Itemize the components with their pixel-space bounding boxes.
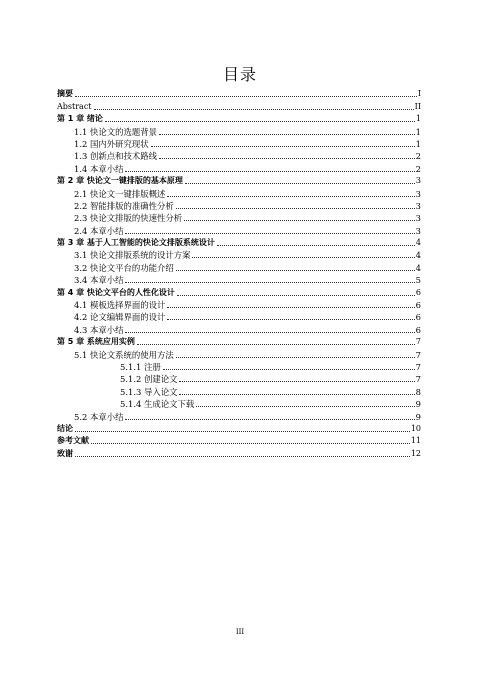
toc-entry[interactable]: [57, 124, 421, 136]
toc-entry-page: 3: [415, 225, 421, 236]
toc-entry-page: 6: [415, 287, 421, 297]
toc-entry-label: 5.2 本章小结: [74, 411, 124, 422]
toc-entry-page: 3: [415, 188, 421, 199]
dot-leader: [192, 257, 414, 258]
toc-entry[interactable]: [57, 310, 421, 322]
toc-entry-page: 5: [415, 275, 421, 286]
toc-entry-page: 4: [415, 238, 421, 248]
dot-leader: [105, 121, 415, 122]
toc-entry-label: 4.3 本章小结: [74, 324, 124, 335]
toc-entry-page: 3: [415, 213, 421, 224]
toc-entry-label: 第 3 章 基于人工智能的快论文排版系统设计: [57, 238, 215, 248]
dot-leader: [176, 208, 415, 209]
toc-entry-label: 1.1 快论文的选题背景: [74, 126, 157, 137]
toc-entry[interactable]: [57, 137, 421, 149]
dot-leader: [163, 369, 415, 370]
toc-entry-page: 3: [415, 200, 421, 211]
toc-entry[interactable]: [57, 99, 421, 111]
toc-entry[interactable]: [57, 285, 421, 297]
toc-entry[interactable]: [57, 211, 421, 223]
toc-entry-label: 1.2 国内外研究现状: [74, 138, 149, 149]
toc-entry[interactable]: [57, 360, 421, 372]
dot-leader: [125, 282, 414, 283]
dot-leader: [184, 220, 415, 221]
toc-entry-page: II: [414, 101, 421, 111]
dot-leader: [151, 146, 415, 147]
toc-entry-page: 9: [415, 399, 421, 410]
toc-entry[interactable]: [57, 161, 421, 173]
toc-entry-page: 7: [415, 374, 421, 385]
toc-entry-page: 1: [415, 114, 421, 124]
toc-entry-page: 4: [415, 250, 421, 261]
toc-entry-page: 10: [410, 423, 421, 433]
toc-entry[interactable]: [57, 372, 421, 384]
dot-leader: [167, 196, 414, 197]
toc-entry-label: 1.4 本章小结: [74, 163, 124, 174]
toc-entry[interactable]: [57, 248, 421, 260]
toc-entry-label: 第 5 章 系统应用实例: [57, 337, 135, 347]
toc-entry-label: 5.1.1 注册: [120, 361, 161, 372]
toc-entry[interactable]: [57, 298, 421, 310]
toc-entry[interactable]: [57, 174, 421, 186]
toc-entry[interactable]: [57, 335, 421, 347]
dot-leader: [159, 158, 415, 159]
toc-entry-label: 2.3 快论文排版的快速性分析: [74, 213, 183, 224]
toc-entry-label: 5.1 快论文系统的使用方法: [74, 349, 174, 360]
dot-leader: [91, 443, 410, 444]
toc-entry[interactable]: [57, 112, 421, 124]
dot-leader: [125, 233, 414, 234]
toc-entry-label: 摘要: [57, 89, 73, 99]
toc-entry-label: 第 4 章 快论文平台的人性化设计: [57, 287, 175, 297]
toc-entry-label: 参考文献: [57, 436, 89, 446]
toc-entry-page: 1: [415, 138, 421, 149]
toc-entry[interactable]: [57, 422, 421, 434]
toc-entry-page: 8: [415, 386, 421, 397]
toc-entry[interactable]: [57, 273, 421, 285]
toc-entry-page: 2: [415, 151, 421, 162]
toc-entry[interactable]: [57, 434, 421, 446]
dot-leader: [75, 96, 417, 97]
dot-leader: [125, 419, 414, 420]
dot-leader: [125, 171, 414, 172]
toc-entry[interactable]: [57, 87, 421, 99]
toc-entry-page: 6: [415, 300, 421, 311]
toc-entry-label: 5.1.4 生成论文下载: [120, 399, 195, 410]
toc-entry-label: 致谢: [57, 448, 73, 458]
toc-entry-label: 3.1 快论文排版系统的设计方案: [74, 250, 191, 261]
dot-leader: [179, 381, 414, 382]
toc-entry-page: 9: [415, 411, 421, 422]
toc-entry-page: 12: [410, 448, 421, 458]
toc-entry[interactable]: [57, 409, 421, 421]
toc-entry-label: 4.1 模板选择界面的设计: [74, 300, 166, 311]
toc-entry-page: 7: [415, 337, 421, 347]
toc-entry-page: 6: [415, 312, 421, 323]
dot-leader: [217, 245, 415, 246]
toc-entry-page: 2: [415, 163, 421, 174]
toc-entry-page: 4: [415, 262, 421, 273]
toc-entry[interactable]: [57, 186, 421, 198]
table-of-contents: [57, 87, 421, 459]
toc-entry-label: 1.3 创新点和技术路线: [74, 151, 157, 162]
toc-entry-label: 4.2 论文编辑界面的设计: [74, 312, 166, 323]
dot-leader: [179, 394, 414, 395]
dot-leader: [176, 357, 415, 358]
dot-leader: [94, 109, 414, 110]
dot-leader: [75, 456, 410, 457]
dot-leader: [167, 307, 414, 308]
toc-entry-label: 3.2 快论文平台的功能介绍: [74, 262, 174, 273]
toc-entry-label: 3.4 本章小结: [74, 275, 124, 286]
toc-entry-page: 11: [410, 436, 421, 446]
toc-entry-label: 2.4 本章小结: [74, 225, 124, 236]
dot-leader: [196, 406, 414, 407]
toc-entry-page: 3: [415, 176, 421, 186]
toc-entry[interactable]: [57, 446, 421, 458]
toc-entry-label: 2.2 智能排版的准确性分析: [74, 200, 174, 211]
toc-entry-label: 5.1.3 导入论文: [120, 386, 178, 397]
toc-entry-label: Abstract: [57, 101, 92, 111]
page-number-footer: III: [235, 628, 245, 636]
dot-leader: [125, 332, 414, 333]
toc-entry-page: 7: [415, 361, 421, 372]
toc-entry[interactable]: [57, 223, 421, 235]
dot-leader: [185, 183, 415, 184]
dot-leader: [159, 134, 415, 135]
dot-leader: [137, 344, 415, 345]
dot-leader: [176, 270, 415, 271]
toc-entry-label: 结论: [57, 423, 73, 433]
dot-leader: [177, 295, 415, 296]
toc-entry-page: 7: [415, 349, 421, 360]
toc-entry-label: 第 2 章 快论文一键排版的基本原理: [57, 176, 183, 186]
toc-entry[interactable]: [57, 322, 421, 334]
toc-entry[interactable]: [57, 384, 421, 396]
dot-leader: [75, 431, 410, 432]
toc-entry-label: 第 1 章 绪论: [57, 114, 103, 124]
toc-entry[interactable]: [57, 347, 421, 359]
toc-entry[interactable]: [57, 149, 421, 161]
toc-entry-page: I: [417, 89, 421, 99]
toc-entry-page: 6: [415, 324, 421, 335]
toc-entry[interactable]: [57, 397, 421, 409]
toc-entry[interactable]: [57, 236, 421, 248]
toc-entry-page: 1: [415, 126, 421, 137]
toc-entry[interactable]: [57, 199, 421, 211]
toc-entry-label: 2.1 快论文一键排版概述: [74, 188, 166, 199]
toc-entry-label: 5.1.2 创建论文: [120, 374, 178, 385]
dot-leader: [167, 319, 414, 320]
toc-entry[interactable]: [57, 260, 421, 272]
toc-title: 目录: [222, 65, 257, 84]
